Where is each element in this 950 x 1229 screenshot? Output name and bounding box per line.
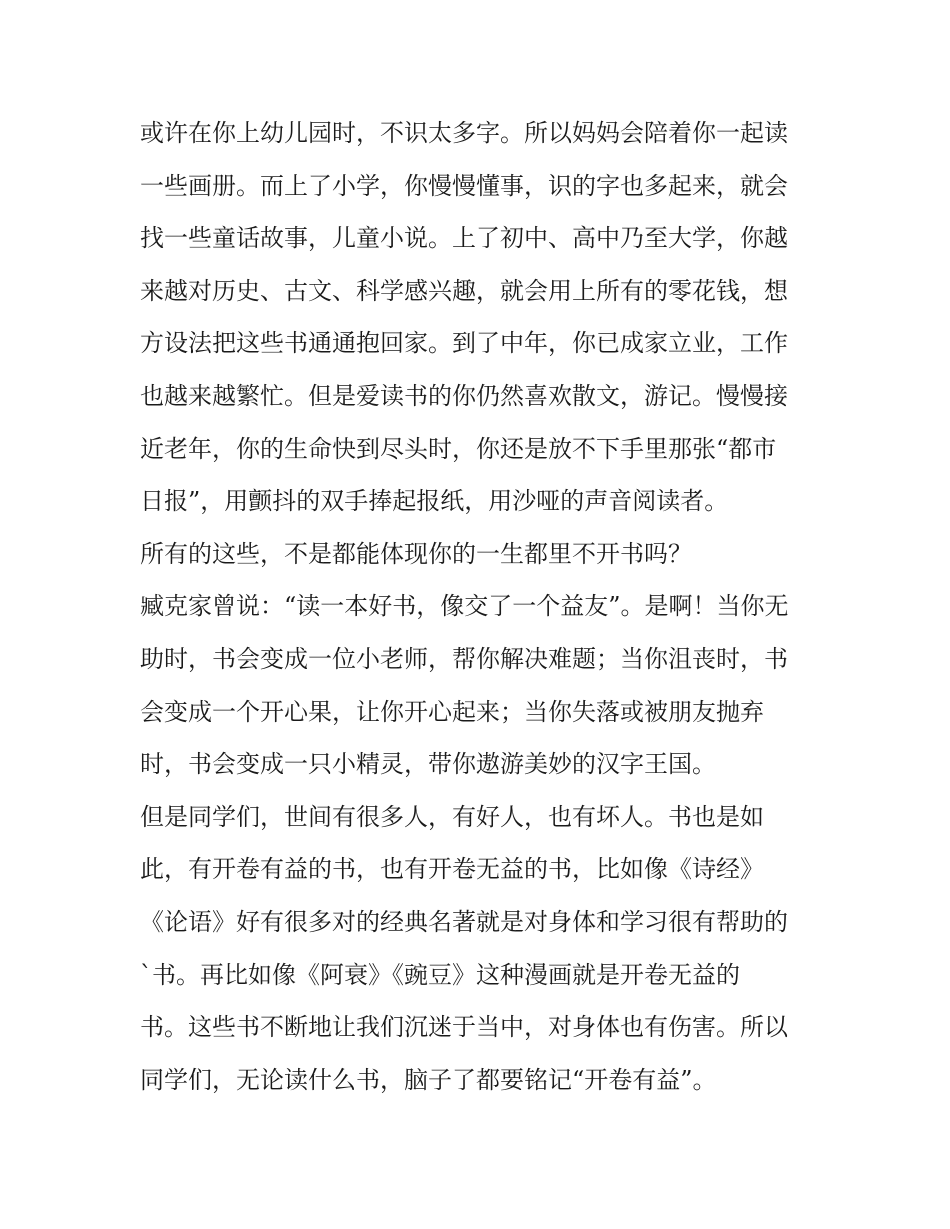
text-line: 《论语》好有很多对的经典名著就是对身体和学习很有帮助的 <box>140 907 788 936</box>
essay-body <box>140 107 820 1106</box>
text-line: 时，书会变成一只小精灵，带你遨游美妙的汉字王国。 <box>140 750 716 779</box>
text-line: 助时，书会变成一位小老师，帮你解决难题；当你沮丧时，书 <box>140 644 788 673</box>
text-line: 来越对历史、古文、科学感兴趣，就会用上所有的零花钱，想 <box>140 276 788 305</box>
text-line: 书。这些书不断地让我们沉迷于当中，对身体也有伤害。所以 <box>140 1013 788 1042</box>
text-line: 同学们，无论读什么书，脑子了都要铭记“开卷有益”。 <box>140 1065 717 1094</box>
text-line: 也越来越繁忙。但是爱读书的你仍然喜欢散文，游记。慢慢接 <box>140 381 788 410</box>
text-line: `书。再比如像《阿衰》《豌豆》这种漫画就是开卷无益的 <box>140 960 740 989</box>
text-line: 但是同学们，世间有很多人，有好人，也有坏人。书也是如 <box>140 802 764 831</box>
text-line: 会变成一个开心果，让你开心起来；当你失落或被朋友抛弃 <box>140 697 764 726</box>
text-line: 所有的这些，不是都能体现你的一生都里不开书吗？ <box>140 539 692 568</box>
text-line: 臧克家曾说：“读一本好书，像交了一个益友”。是啊！当你无 <box>140 592 789 621</box>
text-line: 找一些童话故事，儿童小说。上了初中、高中乃至大学，你越 <box>140 224 788 253</box>
text-line: 一些画册。而上了小学，你慢慢懂事，识的字也多起来，就会 <box>140 171 788 200</box>
text-line: 方设法把这些书通通抱回家。到了中年，你已成家立业，工作 <box>140 329 788 358</box>
text-line: 或许在你上幼儿园时，不识太多字。所以妈妈会陪着你一起读 <box>140 119 788 147</box>
text-line: 近老年，你的生命快到尽头时，你还是放不下手里那张“都市 <box>140 434 777 463</box>
text-line: 日报”，用颤抖的双手捧起报纸，用沙哑的声音阅读者。 <box>140 487 729 516</box>
text-line: 此，有开卷有益的书，也有开卷无益的书，比如像《诗经》 <box>140 855 764 884</box>
